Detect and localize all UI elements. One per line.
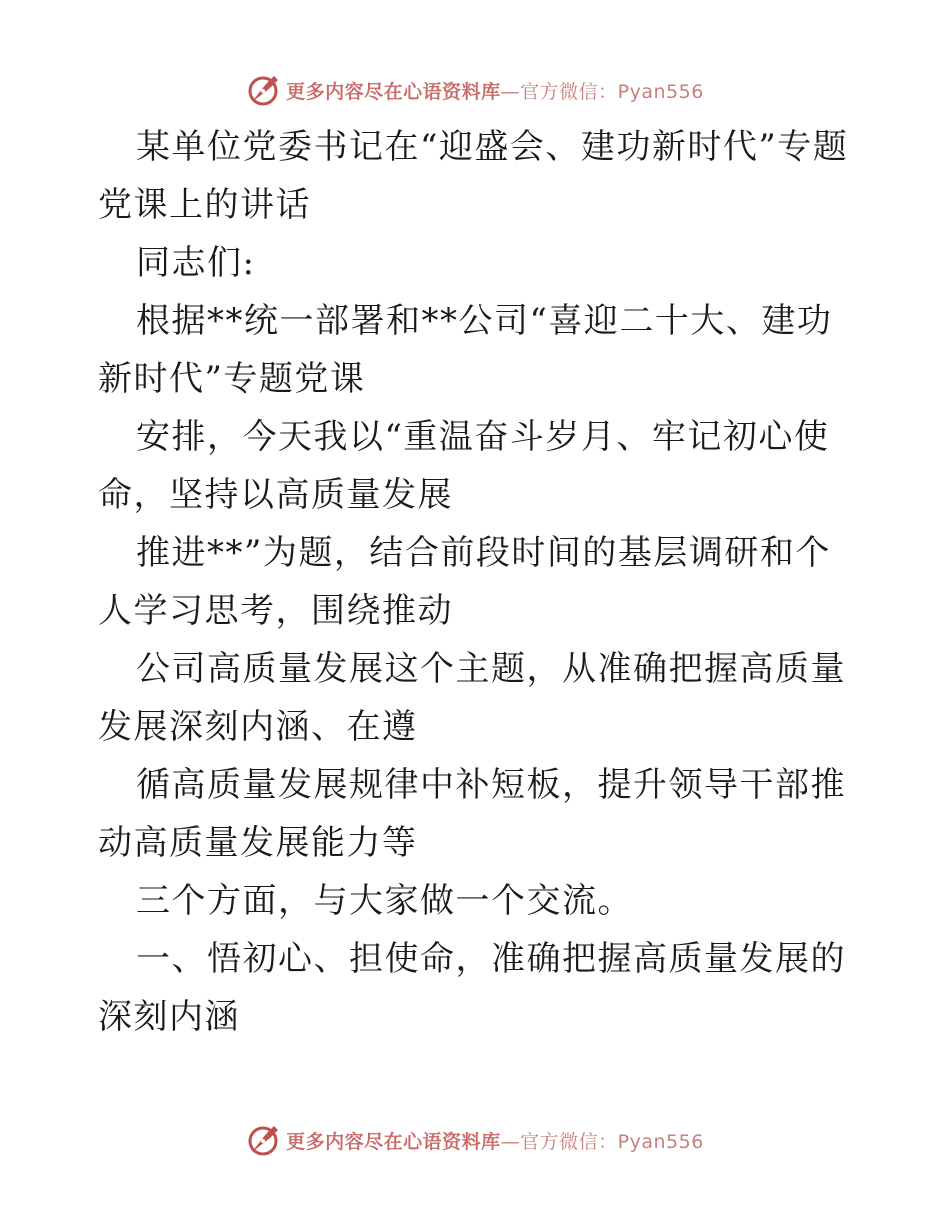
body-paragraph: 公司高质量发展这个主题，从准确把握高质量发展深刻内涵、在遵 — [98, 649, 846, 747]
header-banner-text — [286, 77, 704, 104]
body-paragraph: 安排，今天我以“重温奋斗岁月、牢记初心使命，坚持以高质量发展 — [98, 417, 830, 515]
document-title: 某单位党委书记在“迎盛会、建功新时代”专题党课上的讲话 — [98, 127, 849, 225]
section-heading: 一、悟初心、担使命，准确把握高质量发展的深刻内涵 — [98, 939, 846, 1037]
document-body — [98, 118, 858, 1046]
salutation: 同志们: — [136, 243, 256, 283]
header-banner-dash: — — [500, 80, 521, 103]
footer-banner-sub: 官方微信：Pyan556 — [520, 1130, 704, 1153]
pen-logo-icon — [246, 72, 282, 108]
footer-banner-main: 更多内容尽在心语资料库 — [286, 1130, 501, 1153]
body-paragraph: 三个方面，与大家做一个交流。 — [136, 881, 633, 921]
body-paragraph: 根据**统一部署和**公司“喜迎二十大、建功新时代”专题党课 — [98, 301, 833, 399]
body-paragraph: 推进**”为题，结合前段时间的基层调研和个人学习思考，围绕推动 — [98, 533, 831, 631]
pen-logo-icon — [246, 1122, 282, 1158]
footer-banner-dash: — — [500, 1130, 521, 1153]
header-banner-sub: 官方微信：Pyan556 — [520, 80, 704, 103]
header-banner-main: 更多内容尽在心语资料库 — [286, 80, 501, 103]
header-banner — [0, 70, 950, 110]
footer-banner-text — [286, 1127, 704, 1154]
body-paragraph: 循高质量发展规律中补短板，提升领导干部推动高质量发展能力等 — [98, 765, 846, 863]
footer-banner — [0, 1120, 950, 1160]
